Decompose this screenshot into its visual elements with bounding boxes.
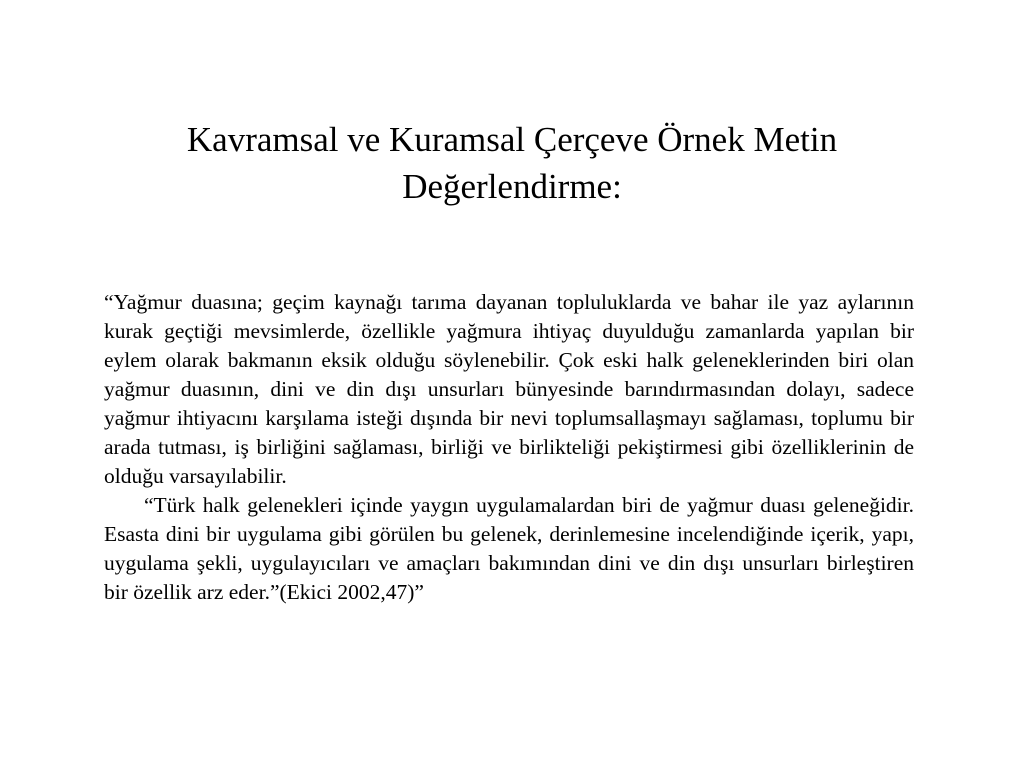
slide-body [104,288,914,607]
body-paragraph-1: “Yağmur duasına; geçim kaynağı tarıma dayanan topluluklarda ve bahar ile yaz aylarının kurak geçtiği mevsimlerde, özellikle yağmura ihtiyaç duyulduğu zamanlarda yapılan bir eylem olarak bakmanın eksik olduğu söylenebilir. Çok eski halk geleneklerinden biri olan yağmur duasının, dini ve din dışı unsurları bünyesinde barındırmasından dolayı, sadece yağmur ihtiyacını karşılama isteği dışında bir nevi toplumsallaşmayı sağlaması, toplumu bir arada tutması, iş birliğini sağlaması, birliği ve birlikteliği pekiştirmesi gibi özelliklerinin de olduğu varsayılabilir. [104,290,914,488]
body-paragraph-2: “Türk halk gelenekleri içinde yaygın uygulamalardan biri de yağmur duası geleneğidir. Esasta dini bir uygulama gibi görülen bu gelenek, derinlemesine incelendiğinde içerik, yapı, uygulama şekli, uygulayıcıları ve amaçları bakımından dini ve din dışı unsurları birleştiren bir özellik arz eder.”(Ekici 2002,47)” [104,493,914,604]
slide-title [150,116,874,210]
slide-title-line-2: Değerlendirme: [402,167,622,206]
slide-title-line-1: Kavramsal ve Kuramsal Çerçeve Örnek Metin [186,120,838,159]
